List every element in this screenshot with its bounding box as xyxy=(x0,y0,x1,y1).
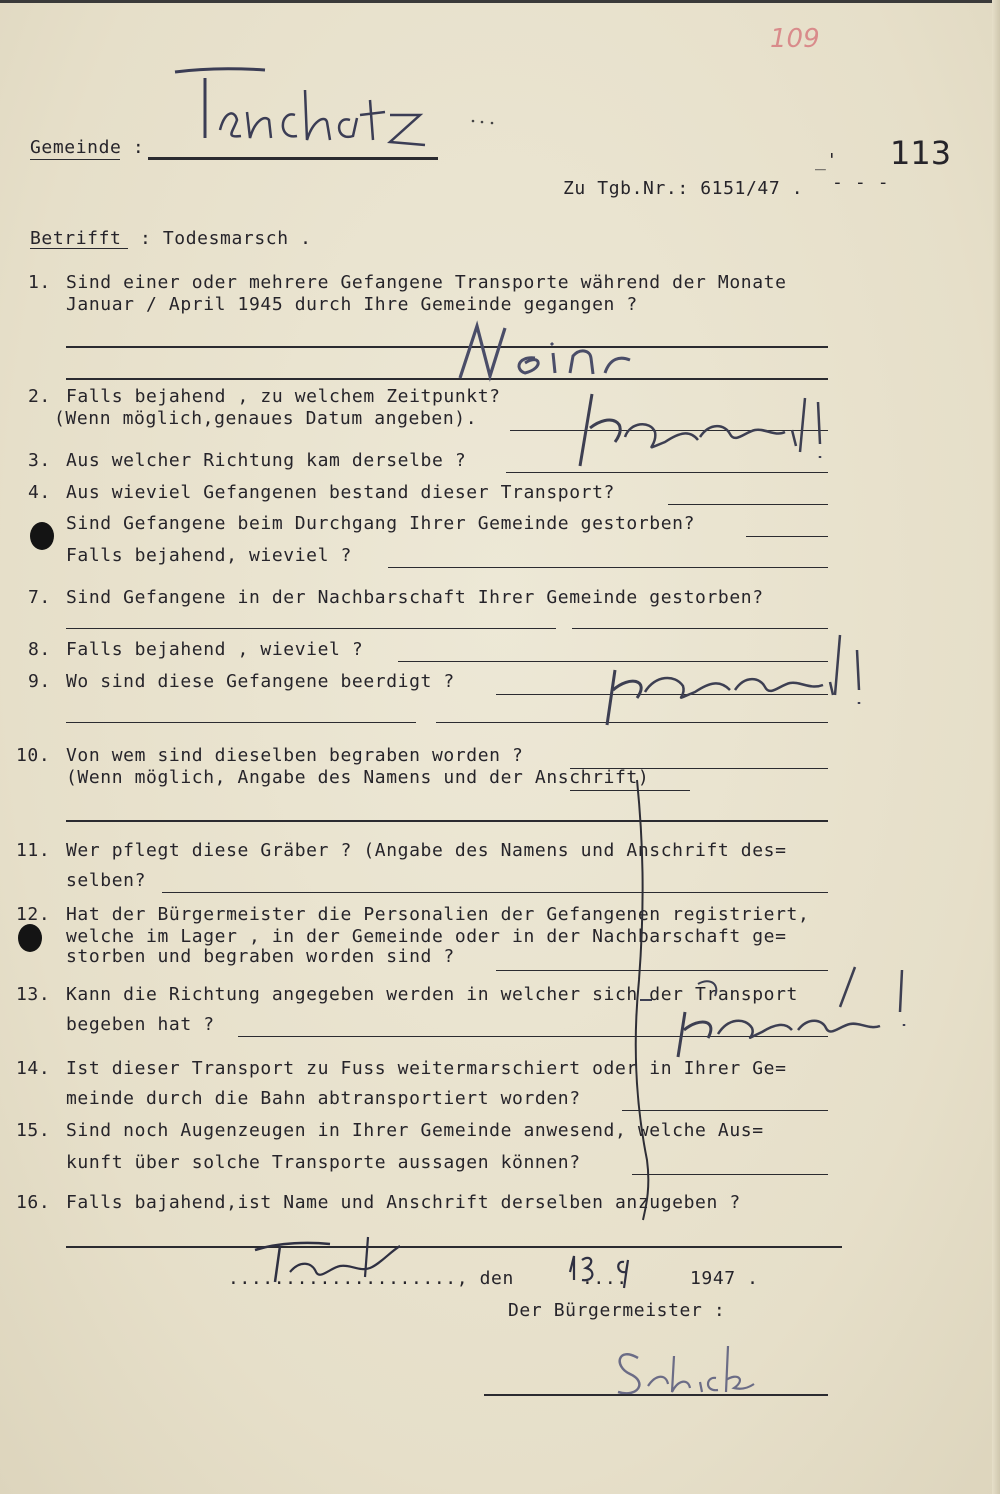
answer-line xyxy=(746,536,828,537)
question-text: Wo sind diese Gefangene beerdigt ? xyxy=(66,671,455,692)
answer-handwriting-entfallt xyxy=(570,392,840,476)
answer-line xyxy=(506,472,828,473)
signature-line xyxy=(484,1394,828,1396)
question-text: Falls bajahend,ist Name und Anschrift derselben anzugeben ? xyxy=(66,1192,741,1213)
answer-line xyxy=(388,567,828,568)
tgb-number: Zu Tgb.Nr.: 6151/47 . xyxy=(563,178,804,199)
date-year: 1947 . xyxy=(690,1268,759,1289)
question-text: Falls bejahend, wieviel ? xyxy=(66,545,352,566)
place-handwriting xyxy=(250,1232,410,1296)
betrifft-underline xyxy=(30,248,128,249)
question-number: 14. xyxy=(16,1058,51,1079)
strike-through-line xyxy=(625,780,665,1224)
archive-number-stamp: 109 xyxy=(770,24,820,54)
question-text: begeben hat ? xyxy=(66,1014,215,1035)
mayor-signature xyxy=(608,1336,758,1410)
answer-line xyxy=(66,722,416,723)
answer-line xyxy=(66,628,556,629)
answer-line xyxy=(66,378,828,380)
answer-handwriting-entfallt xyxy=(640,962,910,1066)
question-text: Falls bejahend , zu welchem Zeitpunkt? xyxy=(66,386,501,407)
handwriting-dots xyxy=(470,112,500,131)
punch-hole xyxy=(18,924,42,952)
question-text: Ist dieser Transport zu Fuss weitermarschiert oder in Ihrer Ge= xyxy=(66,1058,787,1079)
answer-line xyxy=(66,820,828,822)
answer-handwriting-nein xyxy=(455,318,645,392)
question-text: Aus welcher Richtung kam derselbe ? xyxy=(66,450,467,471)
betrifft-label: Betrifft xyxy=(30,228,122,249)
answer-line xyxy=(668,504,828,505)
question-text: Januar / April 1945 durch Ihre Gemeinde gegangen ? xyxy=(66,294,638,315)
question-number: 2. xyxy=(28,386,51,407)
question-text: Sind Gefangene beim Durchgang Ihrer Gemeinde gestorben? xyxy=(66,513,696,534)
answer-line xyxy=(66,346,828,348)
question-number: 13. xyxy=(16,984,51,1005)
question-text: (Wenn möglich,genaues Datum angeben). xyxy=(54,408,478,429)
question-text: Sind noch Augenzeugen in Ihrer Gemeinde anwesend, welche Aus= xyxy=(66,1120,764,1141)
question-text: Sind einer oder mehrere Gefangene Transporte während der Monate xyxy=(66,272,787,293)
answer-line xyxy=(162,892,828,893)
question-text: Sind Gefangene in der Nachbarschaft Ihrer Gemeinde gestorben? xyxy=(66,587,764,608)
question-text: Hat der Bürgermeister die Personalien der Gefangenen registriert, xyxy=(66,904,810,925)
question-text: kunft über solche Transporte aussagen können? xyxy=(66,1152,581,1173)
page-number-dash-mark: _' xyxy=(815,150,838,171)
date-line-prefix: ...................., den xyxy=(228,1268,514,1289)
right-edge-shadow xyxy=(992,0,1000,1494)
question-number: 4. xyxy=(28,482,51,503)
answer-line xyxy=(572,628,828,629)
signer-title: Der Bürgermeister : xyxy=(508,1300,726,1321)
gemeinde-label: Gemeinde : xyxy=(30,137,145,158)
top-edge-shadow xyxy=(0,0,1000,3)
gemeinde-name-handwriting xyxy=(175,60,445,164)
question-text: Aus wieviel Gefangenen bestand dieser Transport? xyxy=(66,482,615,503)
question-text: selben? xyxy=(66,870,147,891)
question-text: Kann die Richtung angegeben werden in welcher sich der Transport xyxy=(66,984,798,1005)
question-text: Falls bejahend , wieviel ? xyxy=(66,639,364,660)
gemeinde-label-underline xyxy=(30,159,120,160)
question-text: Von wem sind dieselben begraben worden ? xyxy=(66,745,524,766)
question-text: (Wenn möglich, Angabe des Namens und der Anschrift) xyxy=(66,767,650,788)
question-number: 1. xyxy=(28,272,51,293)
answer-line xyxy=(570,768,828,769)
date-dots: .... xyxy=(582,1268,628,1289)
question-number: 9. xyxy=(28,671,51,692)
question-number: 8. xyxy=(28,639,51,660)
question-text: welche im Lager , in der Gemeinde oder in der Nachbarschaft ge= xyxy=(66,926,787,947)
answer-handwriting-entfallt xyxy=(595,630,875,734)
question-number: 16. xyxy=(16,1192,51,1213)
question-number: 11. xyxy=(16,840,51,861)
date-handwriting xyxy=(566,1252,666,1296)
page-number: 113 xyxy=(890,134,952,172)
question-number: 7. xyxy=(28,587,51,608)
question-text: storben und begraben worden sind ? xyxy=(66,946,455,967)
betrifft-value: : Todesmarsch . xyxy=(140,228,312,249)
punch-hole xyxy=(30,522,54,550)
question-text: meinde durch die Bahn abtransportiert worden? xyxy=(66,1088,581,1109)
tgb-trailing-dashes: - - - xyxy=(832,172,890,193)
question-number: 15. xyxy=(16,1120,51,1141)
answer-line xyxy=(66,1246,842,1248)
question-number: 12. xyxy=(16,904,51,925)
question-number: 10. xyxy=(16,745,51,766)
question-number: 3. xyxy=(28,450,51,471)
question-text: Wer pflegt diese Gräber ? (Angabe des Namens und Anschrift des= xyxy=(66,840,787,861)
